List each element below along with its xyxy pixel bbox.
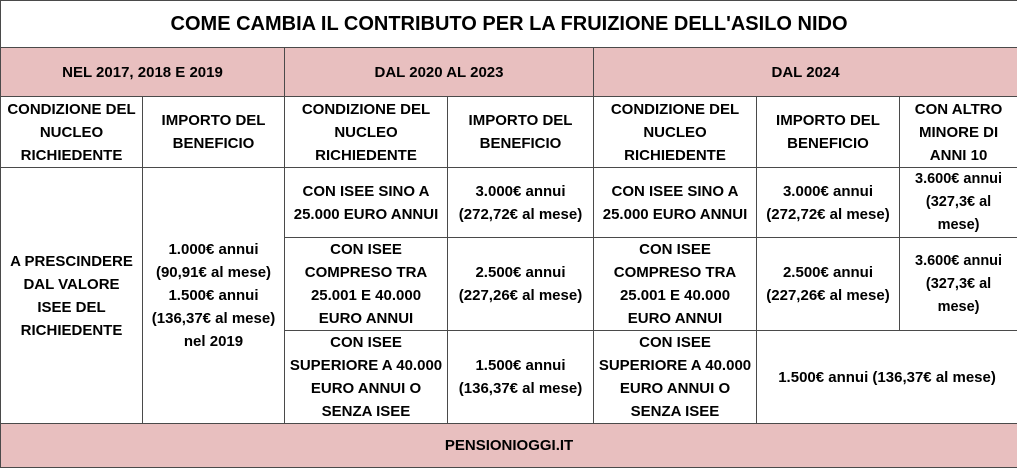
header-condition-2024: CONDIZIONE DEL NUCLEO RICHIEDENTE: [594, 97, 757, 168]
row2-amount-2024: 2.500€ annui (227,26€ al mese): [757, 238, 900, 331]
row1-condition-2020: CON ISEE SINO A 25.000 EURO ANNUI: [285, 168, 448, 238]
period-2024: DAL 2024: [594, 48, 1017, 97]
footer-source: PENSIONIOGGI.IT: [1, 424, 1017, 468]
header-amount-2017: IMPORTO DEL BENEFICIO: [143, 97, 285, 168]
row3-condition-2024: CON ISEE SUPERIORE A 40.000 EURO ANNUI O SENZA ISEE: [594, 331, 757, 424]
row1-other-minor-2024: 3.600€ annui (327,3€ al mese): [900, 168, 1017, 238]
row2-condition-2024: CON ISEE COMPRESO TRA 25.001 E 40.000 EURO ANNUI: [594, 238, 757, 331]
row1-amount-2020: 3.000€ annui (272,72€ al mese): [448, 168, 594, 238]
header-amount-2020: IMPORTO DEL BENEFICIO: [448, 97, 594, 168]
period-2017-2019: NEL 2017, 2018 E 2019: [1, 48, 285, 97]
row3-amount-2024: 1.500€ annui (136,37€ al mese): [757, 331, 1017, 424]
row1-condition-2024: CON ISEE SINO A 25.000 EURO ANNUI: [594, 168, 757, 238]
header-other-minor-2024: CON ALTRO MINORE DI ANNI 10: [900, 97, 1017, 168]
row1-amount-2024: 3.000€ annui (272,72€ al mese): [757, 168, 900, 238]
table-title: COME CAMBIA IL CONTRIBUTO PER LA FRUIZIONE DELL'ASILO NIDO: [1, 1, 1017, 48]
header-condition-2020: CONDIZIONE DEL NUCLEO RICHIEDENTE: [285, 97, 448, 168]
row2-condition-2020: CON ISEE COMPRESO TRA 25.001 E 40.000 EURO ANNUI: [285, 238, 448, 331]
header-condition-2017: CONDIZIONE DEL NUCLEO RICHIEDENTE: [1, 97, 143, 168]
amount-2017: 1.000€ annui (90,91€ al mese) 1.500€ annui (136,37€ al mese) nel 2019: [143, 168, 285, 424]
condition-2017: A PRESCINDERE DAL VALORE ISEE DEL RICHIEDENTE: [1, 168, 143, 424]
row2-other-minor-2024: 3.600€ annui (327,3€ al mese): [900, 238, 1017, 331]
period-2020-2023: DAL 2020 AL 2023: [285, 48, 594, 97]
row3-condition-2020: CON ISEE SUPERIORE A 40.000 EURO ANNUI O SENZA ISEE: [285, 331, 448, 424]
row3-amount-2020: 1.500€ annui (136,37€ al mese): [448, 331, 594, 424]
header-amount-2024: IMPORTO DEL BENEFICIO: [757, 97, 900, 168]
row2-amount-2020: 2.500€ annui (227,26€ al mese): [448, 238, 594, 331]
